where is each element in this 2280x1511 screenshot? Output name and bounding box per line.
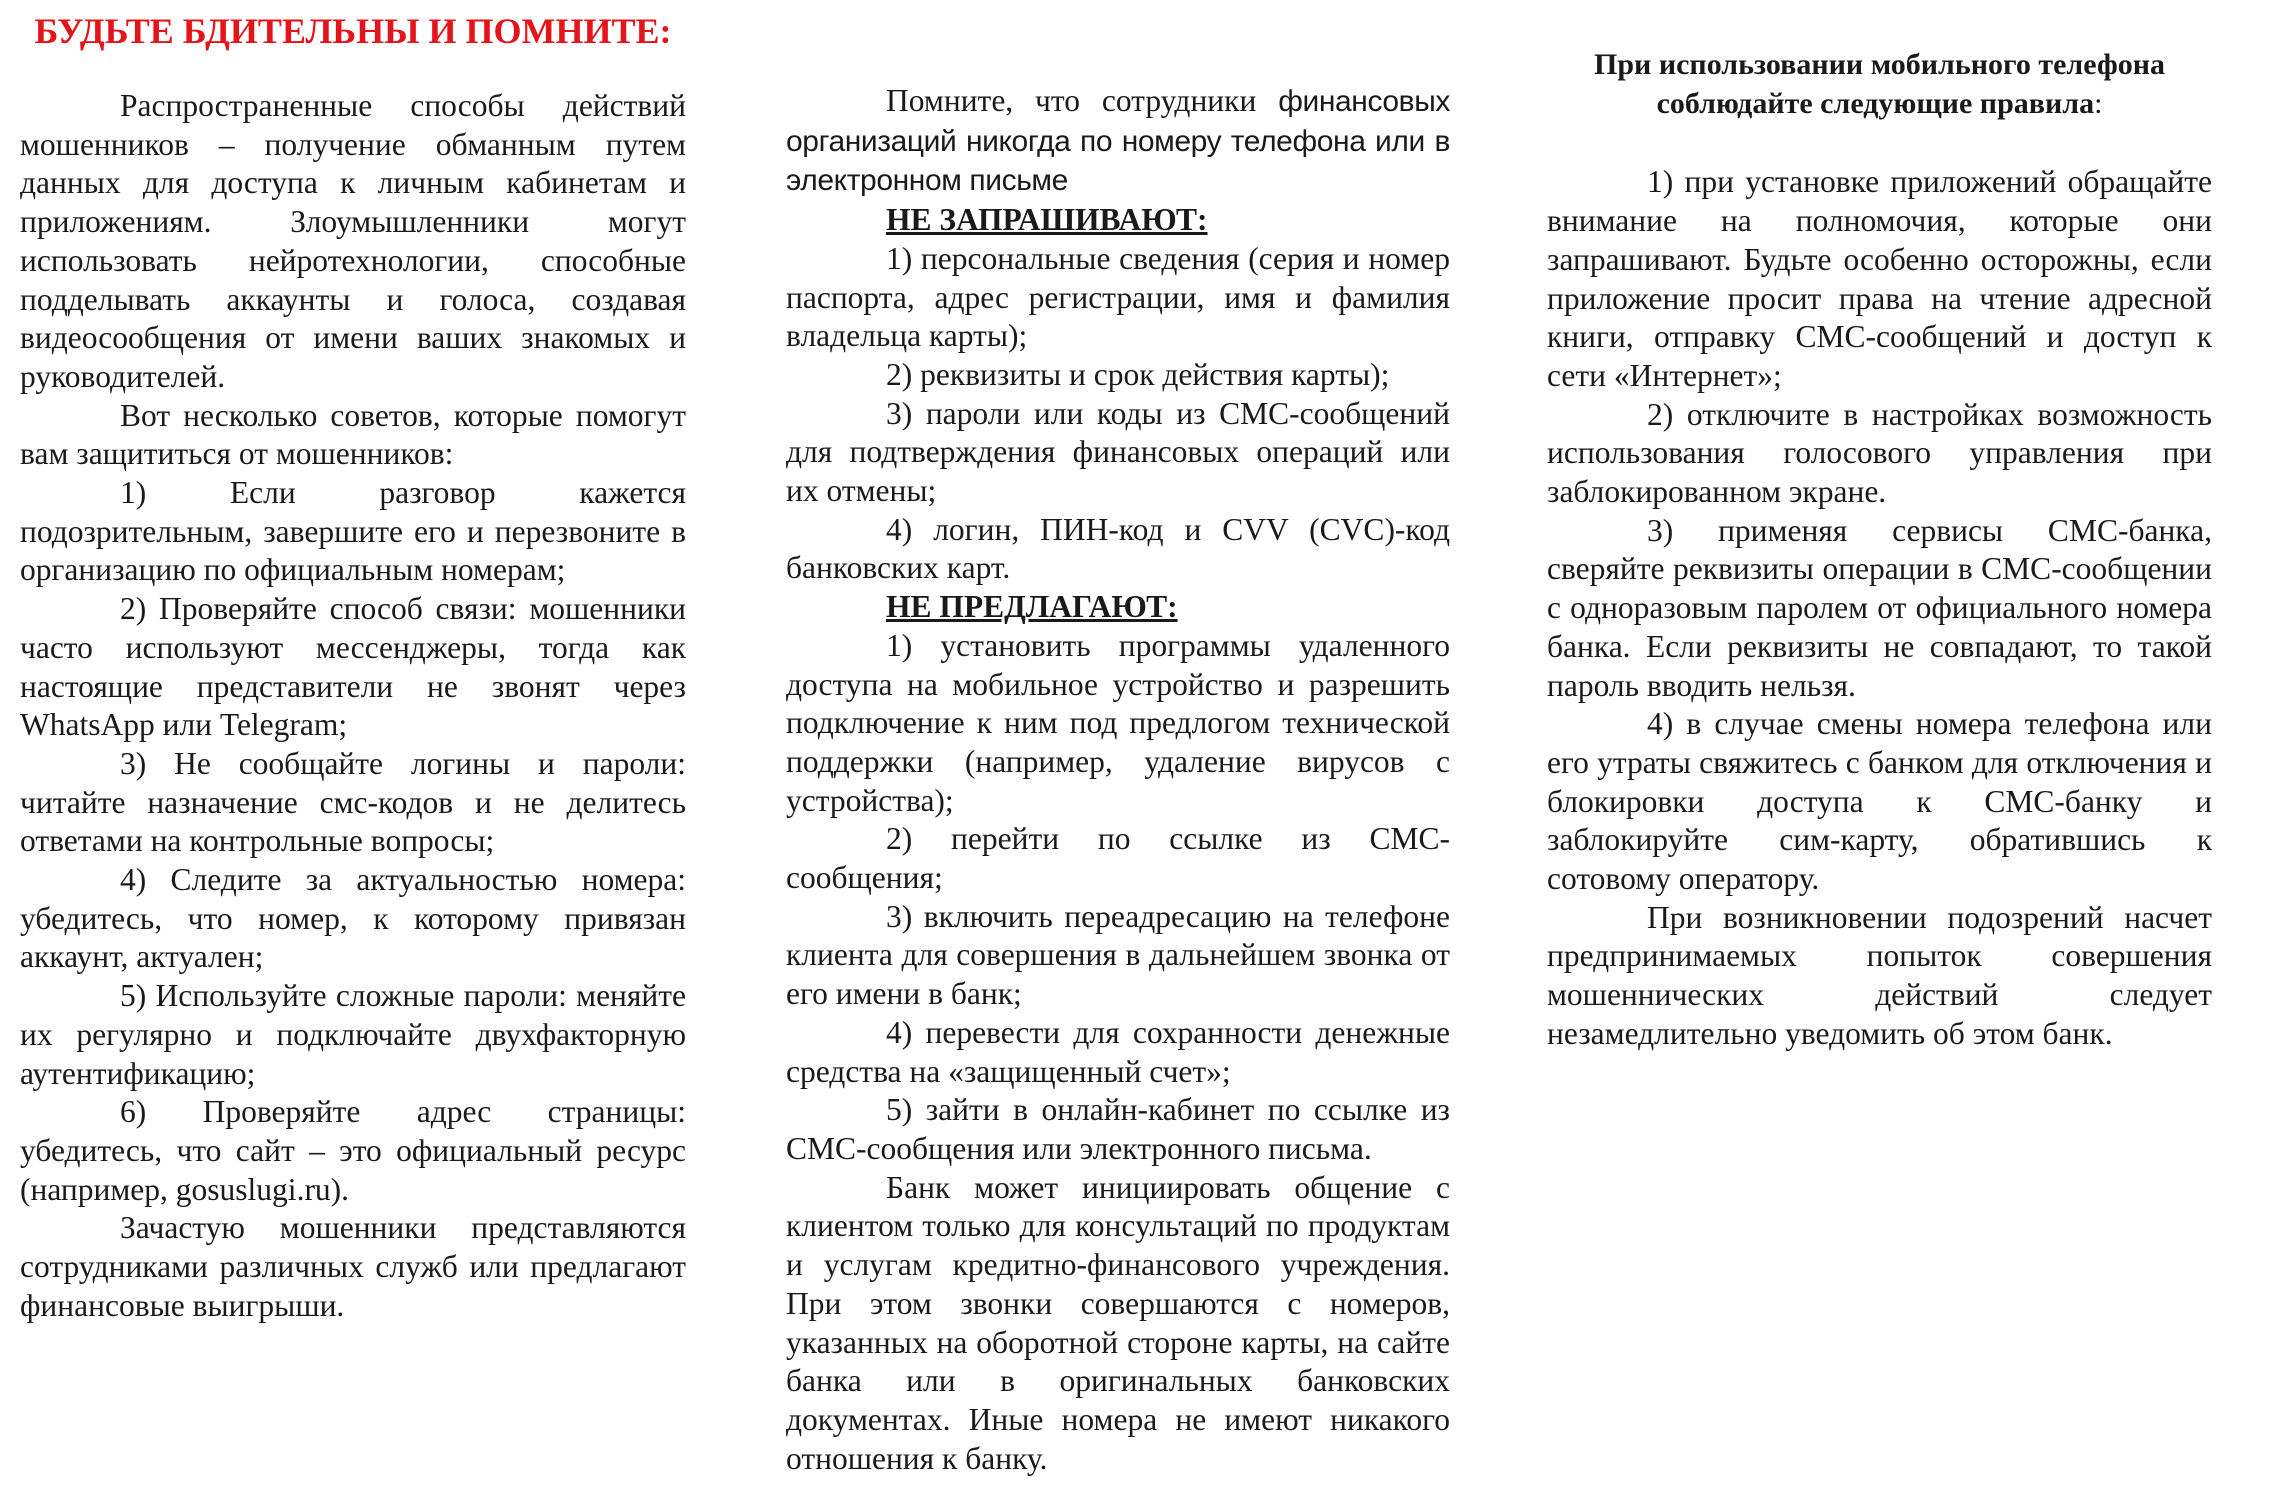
ask-item: 4) логин, ПИН-код и CVV (CVC)-код банковских карт. [786, 511, 1450, 586]
lead-sans: финансовых организаций никогда по номеру телефона или в электронном письме [786, 85, 1450, 198]
rule-item: 3) применяя сервисы СМС-банка, сверяйте реквизиты операции в СМС-сообщении с одноразовым паролем от официального номера банка. Если реквизиты не совпадают, то такой пароль вводить нельзя. [1547, 512, 2212, 703]
mobile-rules-title-colon: : [2094, 86, 2103, 120]
ask-item: 2) реквизиты и срок действия карты); [886, 356, 1390, 392]
column-left [20, 0, 686, 1326]
tip-item: 1) Если разговор кажется подозрительным, завершите его и перезвоните в организацию по официальным номерам; [20, 475, 686, 588]
rule-item: 4) в случае смены номера телефона или его утраты свяжитесь с банком для отключения и блокировки доступа к СМС-банку и заблокируйте сим-карту, обратившись к сотовому оператору. [1547, 706, 2212, 897]
tip-item: 5) Используйте сложные пароли: меняйте их регулярно и подключайте двухфакторную аутентификацию; [20, 978, 686, 1091]
ask-item: 1) персональные сведения (серия и номер паспорта, адрес регистрации, имя и фамилия владельца карты); [786, 240, 1450, 354]
header-not-offer: НЕ ПРЕДЛАГАЮТ: [886, 589, 1178, 625]
mobile-rules-title [1547, 46, 2212, 123]
rule-item: 1) при установке приложений обращайте внимание на полномочия, которые они запрашивают. Будьте особенно осторожны, если приложение просит права на чтение адресной книги, отправку СМС-сообщений и доступ к сети «Интернет»; [1547, 164, 2212, 393]
tip-item: 3) Не сообщайте логины и пароли: читайте назначение смс-кодов и не делитесь ответами на контрольные вопросы; [20, 745, 686, 859]
offer-item: 3) включить переадресацию на телефоне клиента для совершения в дальнейшем звонка от его имени в банк; [786, 898, 1450, 1012]
ask-item: 3) пароли или коды из СМС-сообщений для подтверждения финансовых операций или их отмены; [786, 395, 1450, 509]
tip-item: 4) Следите за актуальностью номера: убедитесь, что номер, к которому привязан аккаунт, актуален; [20, 862, 686, 975]
outro-paragraph: Зачастую мошенники представляются сотрудниками различных служб или предлагают финансовые выигрыши. [20, 1210, 686, 1323]
rule-item: 2) отключите в настройках возможность использования голосового управления при заблокированном экране. [1547, 396, 2212, 510]
intro-paragraph: Распространенные способы действий мошенников – получение обманным путем данных для доступа к личным кабинетам и приложениям. Злоумышленники могут использовать нейротехнологии, способные подделывать аккаунты и голоса, создавая видеосообщения от имени ваших знакомых и руководителей. [20, 88, 686, 394]
offer-item: 5) зайти в онлайн-кабинет по ссылке из СМС-сообщения или электронного письма. [786, 1092, 1450, 1166]
column-middle [786, 0, 1450, 1478]
tip-item: 2) Проверяйте способ связи: мошенники часто используют мессенджеры, тогда как настоящие представители не звонят через WhatsApp или Telegram; [20, 591, 686, 743]
bank-note: Банк может инициировать общение с клиентом только для консультаций по продуктам и услугам кредитно-финансового учреждения. При этом звонки совершаются с номеров, указанных на оборотной стороне карты, на сайте банка или в оригинальных банковских документах. Иные номера не имеют никакого отношения к банку. [786, 1169, 1450, 1476]
column-right [1547, 0, 2212, 1054]
header-not-ask: НЕ ЗАПРАШИВАЮТ: [886, 202, 1208, 238]
warning-title: БУДЬТЕ БДИТЕЛЬНЫ И ПОМНИТЕ: [34, 11, 672, 51]
lead-paragraph [786, 82, 1450, 201]
tips-intro: Вот несколько советов, которые помогут вам защититься от мошенников: [20, 397, 686, 472]
final-paragraph: При возникновении подозрений насчет предпринимаемых попыток совершения мошеннических действий следует незамедлительно уведомить об этом банк. [1547, 899, 2212, 1051]
offer-item: 2) перейти по ссылке из СМС-сообщения; [786, 821, 1450, 896]
offer-item: 1) установить программы удаленного доступа на мобильное устройство и разрешить подключение к ним под предлогом технической поддержки (например, удаление вирусов с устройства); [786, 627, 1450, 818]
mobile-rules-title-text: При использовании мобильного телефона соблюдайте следующие правила [1594, 48, 2165, 120]
tip-item: 6) Проверяйте адрес страницы: убедитесь, что сайт – это официальный ресурс (например, gosuslugi.ru). [20, 1094, 686, 1207]
lead-serif: Помните, что сотрудники [886, 83, 1257, 118]
offer-item: 4) перевести для сохранности денежные средства на «защищенный счет»; [786, 1014, 1450, 1089]
